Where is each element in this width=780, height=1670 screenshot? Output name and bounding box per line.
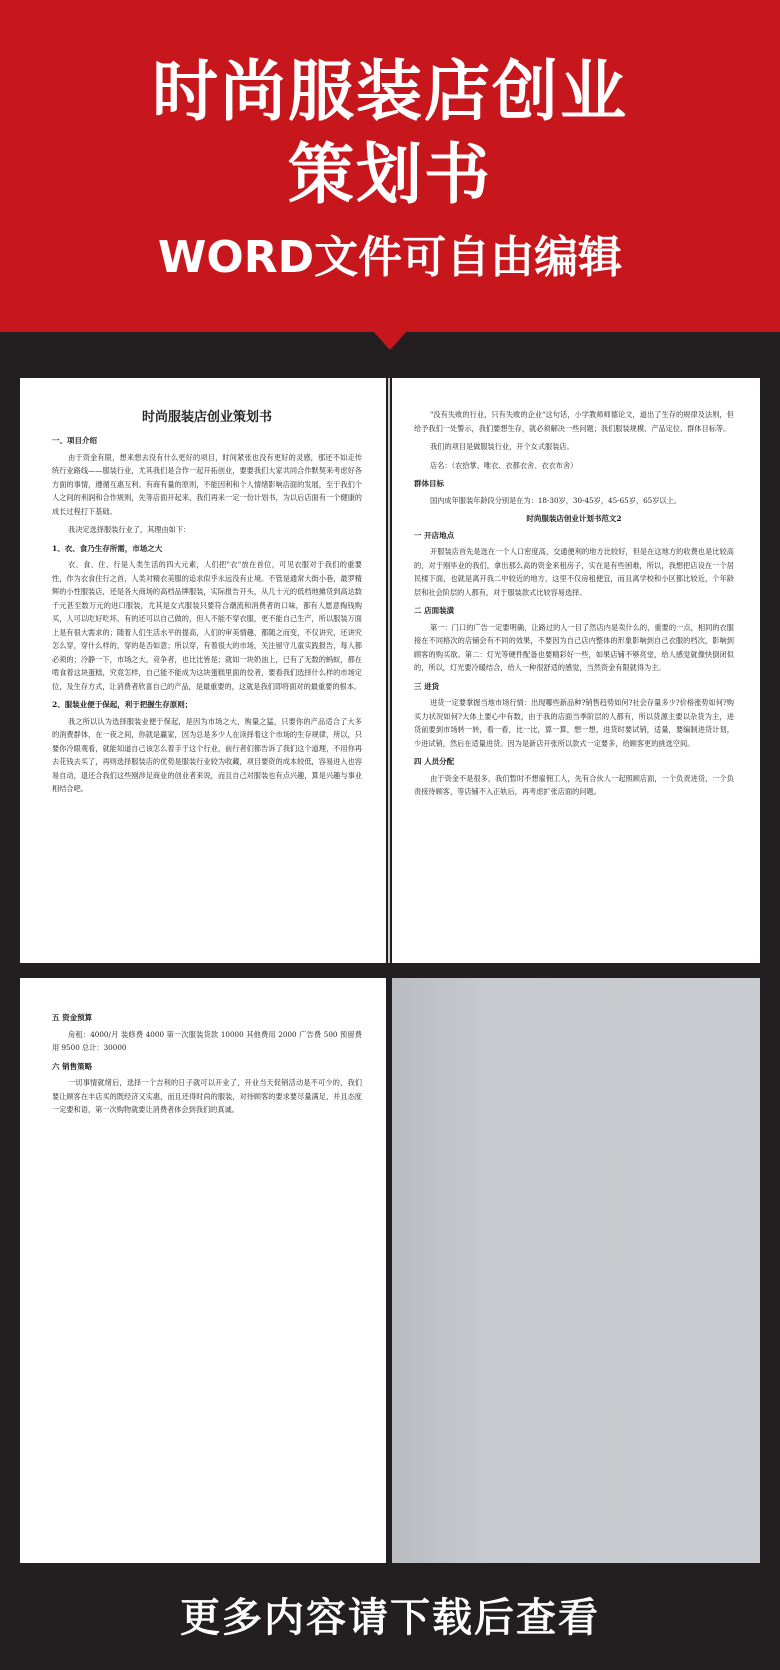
paragraph: 一切事情就绪后，选择一个吉利的日子就可以开业了，开业当天促销活动是不可少的，我们要让顾客在丰店买的既经济又实惠，而且还得时尚的服装，对待顾客的要求要尽量满足，并且态度一定要和语，第一次购物就要让消费者体会到我们的真诚。 (52, 1078, 362, 1114)
banner-subtitle: WORD文件可自由编辑 (157, 232, 623, 283)
section-heading: 一、项目介绍 (52, 436, 97, 445)
paragraph: 衣、食、住、行是人类生活的四大元素，人们把"衣"放在首位，可见衣服对于我们的重要性，作为衣食住行之首，人类对精衣美服的追求似乎永远没有止境。不管是通常大街小巷，最罗精辉的小性服装店，还是各大商场的高档品牌服装，实际报告开头，从几十元的低档地摊货到高达数千元甚至数万元的进口服装，尤其是女式服装只要符合潮流和消费者的口味，都有人愿意掏钱购买，人可以吃好吃坏，有的还可以自己做的，但人不能不穿衣服，更不能自己生产，所以服装万面上是有很大需求的；随着人们生活水平的提高，人们的审美情趣，都随之而变，不仅讲究，还讲究怎么穿，穿什么样的，穿的是否如意；所以穿，有着很大的市场，关注留守儿童实践报告，每人都必须的；冷静一下，市场之大，竞争者，也比比皆是；就如一块奶油上，已有了无数的蚂蚁，都在啃食着这块蛋糕，究竟怎样，自己能不能成为这块蛋糕里面的佼者，要看我们选择什么样的市场定位，及生存方式，让消费者欣喜自己的产品，是最重要的，这就是我们即将面对的最重要的根本。 (52, 560, 362, 691)
document-page-2 (392, 378, 760, 963)
section-heading: 一 开店地点 (414, 530, 455, 540)
paragraph: 我之所以认为选择服装业便于保起，是因为市场之大，购量之猛，只要你的产品适合了大多的消费群体，在一夜之间，你就是赢家，因为总是多少人在读择着这个市场的生存规律，所以，只要你冷眼观看，就能知道自己该怎么着手于这个行业，前行者们都告诉了我们这个道理，不用你再去花钱去买了，再则选择服装店的优势是服装行业较为收藏，项目要资的成本较低，容易进入也容易自动，退还合我们这些刚涉足商业的创业者来说，而且自己对服装也有点兴趣，算是兴趣与事业相结合吧。 (52, 716, 362, 793)
paragraph: 由于资金不是很多，我们暂时不想雇佣工人，先有合伙人一起照顾店面，一个负责进货，一个负责接待顾客，等店铺不入正轨后，再考虑扩张店面的问题。 (414, 773, 734, 796)
paragraph: 开服装店首先是选在一个人口密度高，交通便利的地方比较好，但是在这地方的收费也是比较高的，对于刚毕业的我们，拿出那么高的资金来租房子，实在是有些困难，所以，我想把店设在一个居民楼下面，也就是离开我二中较近的地方，这里不仅房租便宜，而且离学校和小区都比较近，个年龄层和社会阶层的人都有，对于服装款式比较容易选择。 (414, 547, 734, 597)
section-heading: 2、服装业便于保起，利于把握生存原则； (52, 700, 193, 709)
banner-title-line2: 策划书 (288, 136, 492, 213)
section-heading: 二 店面装潢 (414, 606, 455, 615)
paragraph: 店名：（农拾掌、唯衣、衣都衣舍、衣衣布舍） (430, 460, 578, 470)
paragraph: 我们的项目是做服装行业，开个女式服装店。 (430, 442, 574, 451)
paragraph: 我决定选择服装行业了，其理由如下： (68, 525, 191, 534)
section-heading: 1、衣、食乃生存所需，市场之大 (52, 543, 163, 553)
paragraph: 房租：4000/月 装修费 4000 第一次服装货款 10000 其他费用 2000 广告费 500 预留费用 9500 总计：30000 (52, 1029, 362, 1052)
banner-title-line1: 时尚服装店创业 (152, 53, 628, 130)
paragraph: 由于资金有限，想来想去没有什么更好的项目，时间紧张也没有更好的灵感，那还不如走传统行业路线——服装行业，尤其我们是合作一起开拓创业，要要我们大家共同合作默契来考虑好各方面的事情，遵循互惠互利、有商有量的原则，不能因利和个人情绪影响店面的发展，至于我们个人之间的利润和合作规则，先等店面开起来，我们再来一定一份计划书，为以后店面有一个健康的成长过程打下基础。 (52, 452, 362, 516)
paragraph: 第一：门口的广告一定要明确，让路过的人一目了然店内是卖什么的，重要的一点，相同的衣服接在不同格次的店铺会有不同的效果，不要因为自己店内整体的形象影响到自己衣服的档次，影响到顾客的购买欲。第二：灯光等硬件配备也要精彩好一些，如果店铺不够亮堂，给人感觉就像快倒闭似的，所以，灯光要冷暖结合，给人一种很舒适的感觉，当然资金有限就得为主。 (414, 622, 734, 672)
section-heading: 四 人员分配 (414, 757, 455, 766)
document-page-3 (20, 978, 386, 1563)
paragraph: 国内成年服装年龄段分别是在为：18-30岁，30-45岁，45-65岁，65岁以上。 (430, 495, 681, 505)
subtitle-heading: 时尚服装店创业计划书范文2 (526, 514, 622, 523)
section-heading: 五 资金预算 (52, 1013, 93, 1022)
banner-pointer (372, 330, 408, 350)
section-heading: 群体目标 (414, 479, 444, 488)
footer-call-to-action: 更多内容请下载后查看 (180, 1595, 600, 1641)
empty-canvas-area (392, 978, 760, 1563)
document-title: 时尚服装店创业策划书 (141, 410, 272, 425)
paragraph: 进货一定要掌握当地市场行情：出现哪些新品种?销售趋势如何?社会存量多少?价格涨势如何?购买力状况如何?大体上要心中有数，由于我的店面当季阶层的人都有，所以货源主要以杂货为主，进货前要到市场转一转，看一看，比一比，算一算，想一想，进货时要试销，适量，要编制进货计划，少进试销，然后在适量进货。因为是新店开张所以款式一定要多，给顾客更的挑选空间。 (414, 698, 734, 748)
section-heading: 三 进货 (414, 681, 440, 691)
document-page-1 (20, 378, 386, 963)
page-divider (388, 378, 390, 963)
paragraph: "没有失败的行业，只有失败的企业"这句话，小学教师师德论文，道出了生存的规律及法则，但给予我们一处警示，我们要想生存，就必须解决一些问题；我们服装规模、产品定位、群体目标等。 (414, 410, 734, 433)
section-heading: 六 销售策略 (52, 1061, 93, 1071)
header-banner (0, 0, 780, 332)
